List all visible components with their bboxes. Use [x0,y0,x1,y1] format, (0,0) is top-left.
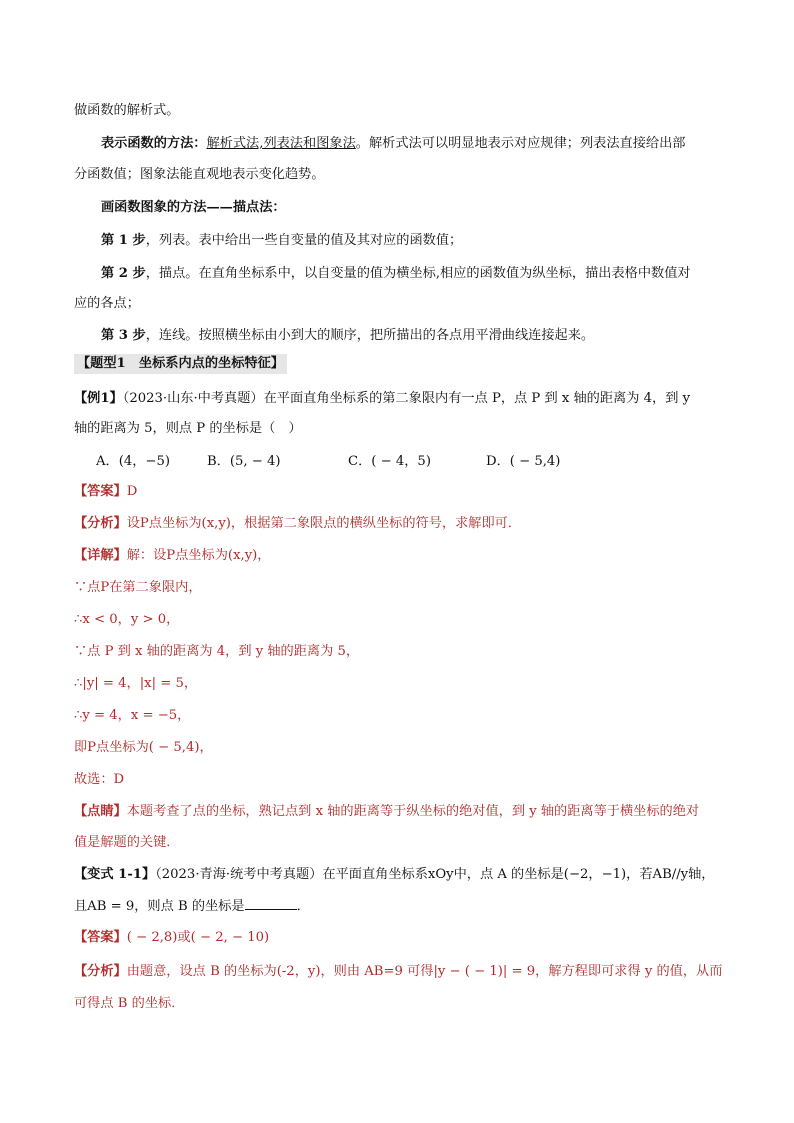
methods-underlined: 解析式法,列表法和图象法 [206,136,356,151]
solution-step: ∴x < 0，y > 0， [74,612,180,627]
example1-comment [74,802,699,822]
step3-label: 第 3 步 [101,328,146,343]
step3 [101,326,594,346]
methods-paragraph [101,134,685,154]
variant-question-cont [74,897,310,917]
variant-q2-end: ． [296,899,310,914]
comment-text: 本题考查了点的坐标，熟记点到 x 轴的距离等于纵坐标的绝对值，到 y 轴的距离等于横坐标的绝对 [126,804,700,819]
answer-blank [245,897,297,910]
variant-question [74,865,714,885]
step2-label: 第 2 步 [101,266,146,281]
variant-answer [74,928,269,948]
variant-q1: （2023·青海·统考中考真题）在平面直角坐标系xOy中，点 A 的坐标是(−2，−1)，若AB//y轴， [155,867,715,882]
example1-tag: 【例1】 [74,391,123,406]
example1-answer [74,482,137,502]
variant-analysis-cont: 可得点 B 的坐标． [74,996,185,1011]
answer-tag: 【答案】 [74,484,127,499]
variant-analysis-tag: 【分析】 [74,964,127,979]
step2 [101,264,691,284]
option-d: D．( − 5,4) [486,454,561,469]
variant-q2: 且AB = 9，则点 B 的坐标是 [74,899,245,914]
example1-comment-cont: 值是解题的关键． [74,835,180,850]
step1-label: 第 1 步 [101,233,146,248]
step2-cont: 应的各点； [74,296,140,311]
solution-step: ∴y = 4，x = −5， [74,708,191,723]
variant-analysis-text: 由题意，设点 B 的坐标为(-2，y)，则由 AB=9 可得|y − ( − 1)| = 9，解方程即可求得 y 的值，从而 [126,964,723,979]
variant-analysis [74,962,722,982]
topic-heading: 【题型1 坐标系内点的坐标特征】 [74,354,287,374]
variant-answer-value: ( − 2,8)或( − 2, − 10) [126,930,270,945]
answer-value: D [126,484,138,499]
solution-step: ∵点P在第二象限内， [74,580,202,595]
methods-label: 表示函数的方法： [101,136,207,151]
option-a: A．(4，−5) [96,454,171,469]
draw-heading: 画函数图象的方法——描点法： [101,200,286,215]
option-b: B．(5, − 4) [207,454,281,469]
analysis-tag: 【分析】 [74,516,127,531]
solution-step: 即P点坐标为( − 5,4)， [74,740,213,755]
step1 [101,231,462,251]
step2-text: ，描点。在直角坐标系中，以自变量的值为横坐标,相应的函数值为纵坐标，描出表格中数值对 [145,266,691,281]
example1-q1: （2023·山东·中考真题）在平面直角坐标系的第二象限内有一点 P，点 P 到 x 轴的距离为 4，到 y [122,391,691,406]
detail-text: 解：设P点坐标为(x,y)， [126,548,271,563]
methods-paragraph-cont: 分函数值；图象法能直观地表示变化趋势。 [74,167,325,182]
example1-question [74,389,690,409]
solution-step: ∵点 P 到 x 轴的距离为 4，到 y 轴的距离为 5， [74,644,360,659]
example1-detail [74,546,271,566]
step1-text: ，列表。表中给出一些自变量的值及其对应的函数值； [145,233,463,248]
solution-step: 故选：D [74,772,125,787]
variant-tag: 【变式 1-1】 [74,867,156,882]
variant-answer-tag: 【答案】 [74,930,127,945]
solution-step: ∴|y| = 4，|x| = 5， [74,676,198,691]
example1-analysis [74,514,521,534]
analysis-text: 设P点坐标为(x,y)，根据第二象限点的横纵坐标的符号，求解即可． [126,516,522,531]
example1-question-cont: 轴的距离为 5，则点 P 的坐标是（ ） [74,421,302,436]
step3-text: ，连线。按照横坐标由小到大的顺序，把所描出的各点用平滑曲线连接起来。 [145,328,595,343]
methods-text: 。解析式法可以明显地表示对应规律；列表法直接给出部 [355,136,686,151]
option-c: C．( − 4，5) [348,454,431,469]
detail-tag: 【详解】 [74,548,127,563]
text-line: 做函数的解析式。 [74,103,180,118]
comment-tag: 【点睛】 [74,804,127,819]
